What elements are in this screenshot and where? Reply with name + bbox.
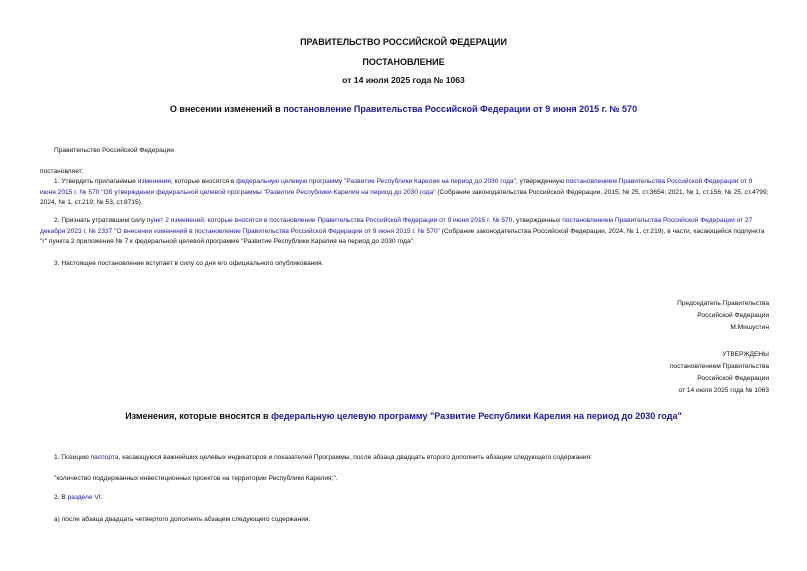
document-type-heading: ПОСТАНОВЛЕНИЕ — [362, 57, 445, 67]
p1-link-resolution[interactable]: постановлением Правительства Российской Федерации от 9 июня 2015 г. № 570 — [40, 178, 753, 196]
signature-org: Российской Федерации — [697, 312, 769, 319]
paragraph-1 — [40, 177, 770, 209]
c1-text-b: , касающуюся важнейших целевых индикаторов и показателей Программы, после абзаца двадцать второго дополнить абзацем следующего содержания: — [118, 454, 592, 461]
paragraph-2 — [40, 216, 770, 248]
c2-link-section[interactable]: разделе VI — [67, 494, 101, 501]
title-prefix: О внесении изменений в — [169, 104, 284, 114]
p2-link-title[interactable]: "О внесении изменений в постановление Правительства Российской Федерации от 9 июня 2015 г. № 570" — [112, 227, 440, 235]
issuer-heading: ПРАВИТЕЛЬСТВО РОССИЙСКОЙ ФЕДЕРАЦИИ — [300, 37, 507, 47]
signature-name: М.Мишустин — [730, 324, 769, 331]
title-link[interactable]: постановление Правительства Российской Федерации от 9 июня 2015 г. № 570 — [283, 104, 638, 114]
c2-text-a: 2. В — [54, 494, 68, 501]
p1-link-title[interactable]: "Об утверждении федеральной целевой программы "Развитие Республики Карелия на период до 2030 года" — [99, 188, 436, 196]
approval-line3: Российской Федерации — [697, 375, 769, 382]
change-1-quote: "количество поддержанных инвестиционных проектов на территории Республики Карелия;". — [54, 475, 338, 482]
p1-link-changes[interactable]: изменения — [137, 178, 171, 185]
document-title — [0, 104, 807, 114]
change-1 — [40, 453, 770, 464]
c2-text-b: : — [100, 494, 103, 501]
approval-date: от 14 июля 2025 года № 1063 — [678, 387, 769, 394]
approval-block — [670, 349, 769, 397]
changes-title — [0, 411, 807, 421]
p2-text-a: 2. Признать утратившим силу — [54, 217, 147, 224]
p2-text-b: , утвержденных — [512, 217, 563, 224]
signature-position: Председатель Правительства — [677, 300, 769, 307]
resolves-line: постановляет: — [40, 168, 84, 175]
approval-label: УТВЕРЖДЕНЫ — [722, 351, 769, 358]
p1-text-c: , утвержденную — [515, 178, 566, 185]
change-2a: а) после абзаца двадцать четвертого дополнить абзацем следующего содержания: — [54, 516, 311, 523]
c1-text-a: 1. Позицию — [54, 454, 91, 461]
p1-link-program[interactable]: федеральную целевую программу "Развитие Республики Карелия на период до 2030 года" — [236, 178, 516, 185]
approval-line2: постановлением Правительства — [669, 363, 769, 370]
c1-link-passport[interactable]: паспорта — [90, 454, 119, 461]
p2-link-resolution[interactable]: постановлением Правительства Российской Федерации от 27 декабря 2023 г. № 2337 — [40, 217, 753, 235]
p2-link-item[interactable]: пункт 2 изменений, которые вносятся в постановление Правительства Российской Федерации от 9 июня 2015 г. № 570 — [146, 217, 513, 224]
changes-title-link[interactable]: федеральную целевую программу "Развитие Республики Карелия на период до 2030 года" — [271, 411, 682, 421]
paragraph-3: 3. Настоящее постановление вступает в силу со дня его официального опубликования. — [54, 260, 324, 267]
signature-block — [677, 298, 769, 334]
p1-text-b: , которые вносятся в — [170, 178, 237, 185]
document-date-number: от 14 июля 2025 года № 1063 — [342, 75, 465, 85]
p2-text-d: (Собрание законодательства Российской Федерации, 2024, № 1, ст.219), в части, касающейся подпункта "г" пункта 2 приложения № 7 к федеральной целевой программе "Развитие Республики Карелия на период до 2030 года". — [40, 227, 765, 245]
government-line: Правительство Российской Федерации — [54, 147, 174, 154]
changes-title-prefix: Изменения, которые вносятся в — [125, 411, 272, 421]
p1-text-a: 1. Утвердить прилагаемые — [54, 178, 138, 185]
change-2 — [40, 493, 770, 504]
p1-text-e: (Собрание законодательства Российской Федерации, 2015, № 25, ст.3654; 2021, № 1, ст.156; № 25, ст.4799; 2024, № 1, ст.219; № 53, ст.8715). — [40, 188, 769, 206]
